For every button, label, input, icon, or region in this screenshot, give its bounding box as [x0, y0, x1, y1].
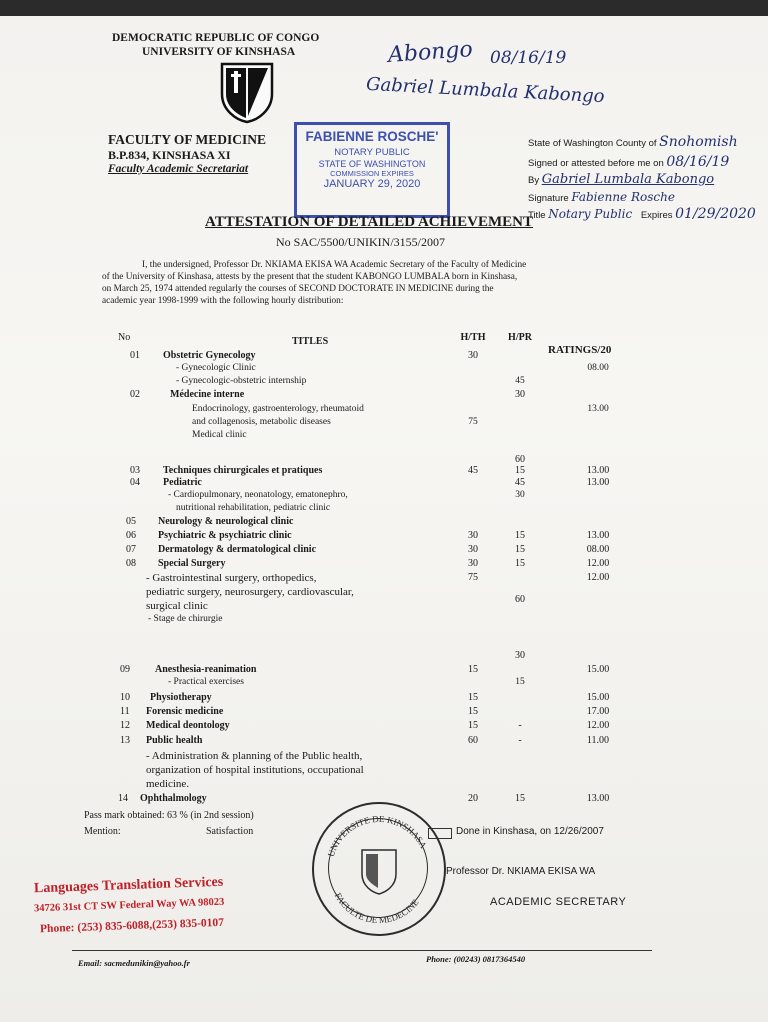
row-title: - Administration & planning of the Public health,	[146, 750, 363, 762]
translation-service-phone: Phone: (253) 835-6088,(253) 835-0107	[39, 916, 225, 936]
notary-title-line	[528, 206, 756, 222]
row-rating: 12.00	[586, 572, 610, 583]
notary-expires-label: Expires	[640, 210, 673, 221]
translation-service-name: Languages Translation Services	[33, 874, 224, 897]
row-rating: 13.00	[586, 465, 610, 476]
university-logo	[218, 60, 276, 124]
row-title: Dermatology & dermatological clinic	[158, 544, 317, 555]
row-title: Psychiatric & psychiatric clinic	[158, 530, 292, 541]
row-hpr: 45	[515, 477, 525, 488]
row-no: 13	[120, 735, 130, 746]
notary-signed-line	[528, 154, 729, 170]
row-title: Forensic medicine	[146, 706, 224, 717]
row-hth: 60	[468, 735, 478, 746]
row-hth: 30	[468, 558, 478, 569]
row-hth: 30	[468, 544, 478, 555]
row-hth: 15	[468, 720, 478, 731]
university-seal	[312, 802, 446, 936]
row-rating: 17.00	[586, 706, 610, 717]
intro-line-3: on March 25, 1974 attended regularly the courses of SECOND DOCTORATE IN MEDICINE during the	[102, 284, 494, 294]
row-rating: 12.00	[586, 558, 610, 569]
row-title: Neurology & neurological clinic	[158, 516, 294, 527]
handwritten-attested-date: 08/16/19	[666, 154, 730, 170]
header-titles: TITLES	[292, 336, 329, 347]
notary-title-label: Title	[528, 210, 546, 221]
notary-by-label: By	[528, 175, 540, 186]
intro-line-4: academic year 1998-1999 with the following hourly distribution:	[102, 296, 344, 306]
seal-top-text: UNIVERSITE DE KINSHASA	[325, 813, 429, 858]
row-no: 07	[126, 544, 136, 555]
row-no: 05	[126, 516, 136, 527]
row-hpr: 15	[515, 530, 525, 541]
row-hpr: 30	[515, 389, 525, 400]
handwritten-expires: 01/29/2020	[675, 206, 756, 222]
row-hth: 15	[468, 692, 478, 703]
footer-divider	[72, 950, 652, 951]
notary-state-line	[528, 134, 738, 150]
notary-by-line	[528, 172, 714, 187]
row-title: - Gynecologic Clinic	[176, 363, 256, 373]
document-title: ATTESTATION OF DETAILED ACHIEVEMENT	[205, 214, 533, 230]
mention-label: Mention:	[84, 826, 121, 837]
row-no: 04	[130, 477, 140, 488]
row-hpr: 15	[515, 558, 525, 569]
header-no: No	[118, 332, 131, 343]
seal-bottom-text: FACULTE DE MEDECINE	[332, 891, 421, 926]
row-hth: 75	[468, 572, 478, 583]
row-title: - Gastrointestinal surgery, orthopedics,	[146, 572, 317, 584]
notary-stamp-line1: NOTARY PUBLIC	[334, 147, 410, 159]
row-title: - Practical exercises	[168, 677, 244, 687]
row-hpr: 15	[515, 677, 525, 687]
row-hpr: 60	[515, 454, 525, 465]
row-rating: 08.00	[587, 363, 609, 373]
signer-title: ACADEMIC SECRETARY	[490, 896, 627, 908]
faculty-name: FACULTY OF MEDICINE	[108, 132, 267, 147]
row-no: 09	[120, 664, 130, 675]
handwritten-by-name: Gabriel Lumbala Kabongo	[541, 172, 715, 187]
row-hth: 45	[468, 465, 478, 476]
row-no: 08	[126, 558, 136, 569]
mention-value: Satisfaction	[206, 826, 254, 837]
row-rating: 13.00	[587, 404, 609, 414]
row-title: nutritional rehabilitation, pediatric clinic	[176, 503, 331, 513]
faculty-secretariat: Faculty Academic Secretariat	[108, 163, 249, 175]
handwritten-county: Snohomish	[659, 134, 738, 150]
seal-text-svg	[314, 804, 444, 934]
row-hth: 30	[468, 530, 478, 541]
row-title: and collagenosis, metabolic diseases	[192, 417, 331, 427]
faculty-address: B.P.834, KINSHASA XI	[108, 148, 231, 162]
document-reference: No SAC/5500/UNIKIN/3155/2007	[276, 235, 446, 249]
handwritten-top-date: 08/16/19	[490, 48, 567, 68]
republic-line: DEMOCRATIC REPUBLIC OF CONGO	[112, 32, 320, 44]
row-hth: 20	[468, 793, 478, 804]
row-rating: 12.00	[586, 720, 610, 731]
row-no: 01	[130, 350, 140, 361]
seal-box-mark	[428, 828, 452, 839]
done-in-kinshasa: Done in Kinshasa, on 12/26/2007	[456, 826, 604, 837]
photo-dark-edge	[0, 0, 768, 16]
intro-line-1: I, the undersigned, Professor Dr. NKIAMA EKISA WA Academic Secretary of the Faculty of Medicine	[142, 260, 527, 270]
row-title: organization of hospital institutions, occupational	[146, 764, 364, 776]
row-no: 11	[120, 706, 130, 717]
notary-stamp-name: FABIENNE ROSCHE'	[305, 129, 439, 144]
notary-stamp-line3: COMMISSION EXPIRES	[330, 169, 414, 179]
notary-state-label: State of Washington County of	[528, 138, 657, 149]
handwritten-signature: Fabienne Rosche	[571, 190, 675, 204]
row-hpr: 30	[515, 490, 525, 500]
row-title: Public health	[146, 735, 203, 746]
footer-phone: Phone: (00243) 0817364540	[426, 954, 526, 964]
row-title: Medical deontology	[146, 720, 230, 731]
row-hpr: 45	[515, 376, 525, 386]
row-rating: 13.00	[586, 793, 610, 804]
row-hpr: 60	[515, 594, 525, 605]
notary-signed-label: Signed or attested before me on	[528, 158, 664, 169]
footer-email: Email: sacmedunikin@yahoo.fr	[78, 958, 190, 968]
row-rating: 15.00	[586, 692, 610, 703]
row-hpr: 30	[515, 650, 525, 661]
row-title: Physiotherapy	[150, 692, 212, 703]
header-hth: H/TH	[460, 332, 486, 343]
notary-stamp-line4: JANUARY 29, 2020	[323, 178, 421, 191]
notary-stamp-line2: STATE OF WASHINGTON	[318, 158, 426, 169]
pass-mark: Pass mark obtained: 63 % (in 2nd session)	[84, 810, 254, 821]
signer-name: Professor Dr. NKIAMA EKISA WA	[446, 866, 596, 877]
row-hth: 15	[468, 706, 478, 717]
row-no: 02	[130, 389, 140, 400]
row-no: 06	[126, 530, 136, 541]
row-title: Special Surgery	[158, 558, 226, 569]
row-title: Obstetric Gynecology	[163, 350, 256, 361]
row-no: 12	[120, 720, 130, 731]
row-title: Endocrinology, gastroenterology, rheumatoid	[192, 404, 364, 414]
row-title: - Cardiopulmonary, neonatology, ematonephro,	[168, 490, 348, 500]
handwritten-initials: Abongo	[387, 37, 474, 68]
row-title: pediatric surgery, neurosurgery, cardiovascular,	[146, 586, 354, 598]
row-title: Medical clinic	[192, 430, 247, 440]
row-title: - Gynecologic-obstetric internship	[176, 376, 307, 386]
university-line: UNIVERSITY OF KINSHASA	[142, 46, 296, 58]
row-title: Anesthesia-reanimation	[155, 664, 257, 675]
row-rating: 11.00	[586, 735, 610, 746]
row-hpr: -	[518, 720, 522, 731]
row-title: - Stage de chirurgie	[148, 614, 223, 624]
row-title: medicine.	[146, 778, 190, 790]
row-title: Ophthalmology	[140, 793, 207, 804]
intro-line-2: of the University of Kinshasa, attests by the present that the student KABONGO LUMBALA born in Kinshasa,	[102, 272, 518, 282]
row-no: 14	[118, 793, 128, 804]
header-ratings: RATINGS/20	[548, 344, 612, 356]
row-hpr: 15	[515, 544, 525, 555]
row-rating: 08.00	[586, 544, 610, 555]
notary-signature-label: Signature	[528, 193, 569, 204]
handwritten-title: Notary Public	[548, 207, 633, 221]
row-hth: 15	[468, 664, 478, 675]
handwritten-top-name: Gabriel Lumbala Kabongo	[365, 73, 606, 108]
notary-signature-line	[528, 190, 675, 204]
row-rating: 13.00	[586, 530, 610, 541]
row-title: surgical clinic	[146, 600, 208, 612]
row-hpr: 15	[515, 793, 525, 804]
row-rating: 13.00	[586, 477, 610, 488]
row-title: Techniques chirurgicales et pratiques	[163, 465, 323, 476]
row-hpr: 15	[515, 465, 525, 476]
translation-service-address: 34726 31st CT SW Federal Way WA 98023	[33, 896, 225, 915]
row-no: 03	[130, 465, 140, 476]
row-rating: 15.00	[586, 664, 610, 675]
row-no: 10	[120, 692, 130, 703]
header-hpr: H/PR	[508, 332, 532, 343]
row-hpr: -	[518, 735, 522, 746]
notary-stamp	[294, 122, 450, 218]
row-title: Pediatric	[163, 477, 202, 488]
row-hth: 30	[468, 350, 478, 361]
row-hth: 75	[468, 417, 478, 427]
row-title: Médecine interne	[170, 389, 245, 400]
